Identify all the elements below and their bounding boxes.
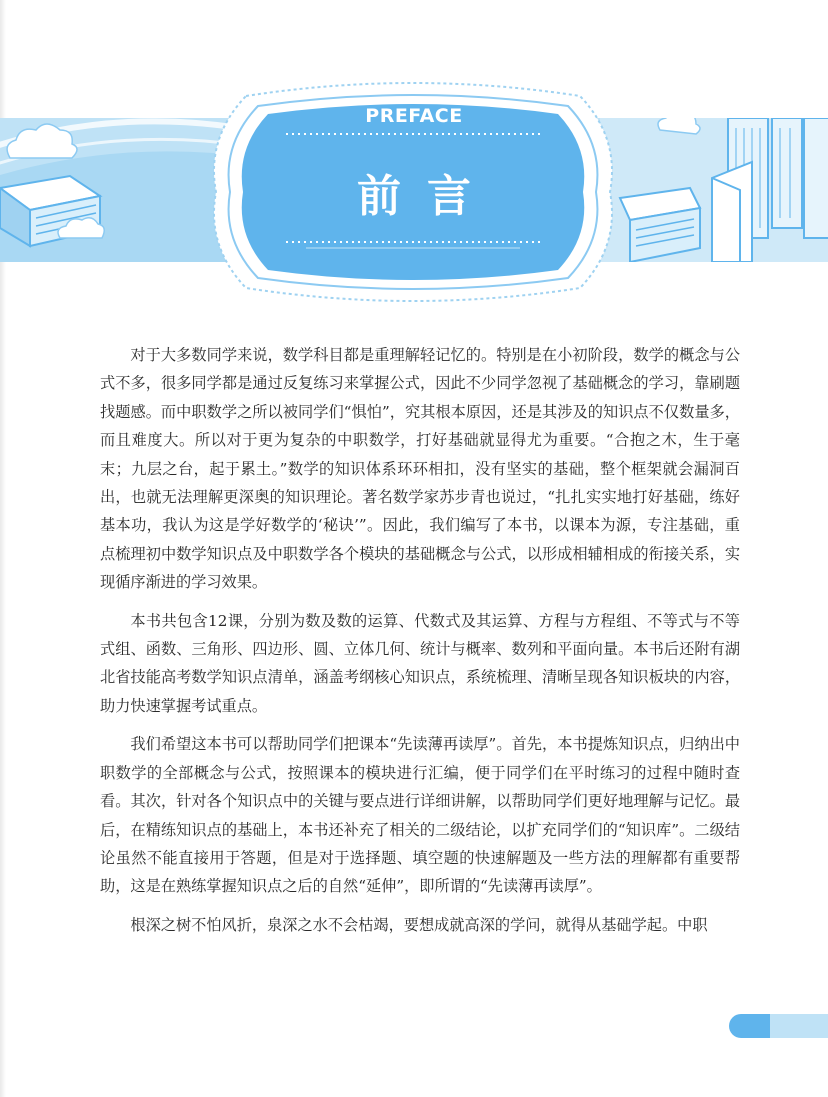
page-title: 前言 [357, 171, 497, 222]
body-text [100, 341, 740, 949]
paragraph-4: 根深之树不怕风折，泉深之水不会枯竭，要想成就高深的学问，就得从基础学起。中职 [130, 915, 708, 934]
paragraph-1: 对于大多数同学来说，数学科目都是重理解轻记忆的。特别是在小初阶段，数学的概念与公式不多，很多同学都是通过反复练习来掌握公式，因此不少同学忽视了基础概念的学习，靠刷题找题感。而中职数学之所以被同学们“惧怕”，究其根本原因，还是其涉及的知识点不仅数量多，而且难度大。所以对于更为复杂的中职数学，打好基础就显得尤为重要。“合抱之木，生于毫末；九层之台，起于累土。”数学的知识体系环环相扣，没有坚实的基础，整个框架就会漏洞百出，也就无法理解更深奥的知识理论。著名数学家苏步青也说过，“扎扎实实地打好基础，练好基本功，我认为这是学好数学的‘秘诀’”。因此，我们编写了本书，以课本为源，专注基础，重点梳理初中数学知识点及中职数学各个模块的基础概念与公式，以形成相辅相成的衔接关系，实现循序渐进的学习效果。 [100, 346, 740, 592]
paragraph-2: 本书共包含12课，分别为数及数的运算、代数式及其运算、方程与方程组、不等式与不等式组、函数、三角形、四边形、圆、立体几何、统计与概率、数列和平面向量。本书后还附有湖北省技能高考数学知识点清单，涵盖考纲核心知识点，系统梳理、清晰呈现各知识板块的内容，助力快速掌握考试重点。 [100, 611, 740, 715]
page-tab-marker [729, 1014, 773, 1038]
paragraph-3: 我们希望这本书可以帮助同学们把课本“先读薄再读厚”。首先，本书提炼知识点，归纳出中职数学的全部概念与公式，按照课本的模块进行汇编，便于同学们在平时练习的过程中随时查看。其次，针对各个知识点中的关键与要点进行详细讲解，以帮助同学们更好地理解与记忆。最后，在精练知识点的基础上，本书还补充了相关的二级结论，以扩充同学们的“知识库”。二级结论虽然不能直接用于答题，但是对于选择题、填空题的快速解题及一些方法的理解都有重要帮助，这是在熟练掌握知识点之后的自然“延伸”，即所谓的“先读薄再读厚”。 [100, 735, 740, 896]
page-tab-bar [770, 1014, 828, 1038]
preface-label: PREFACE [365, 105, 463, 127]
